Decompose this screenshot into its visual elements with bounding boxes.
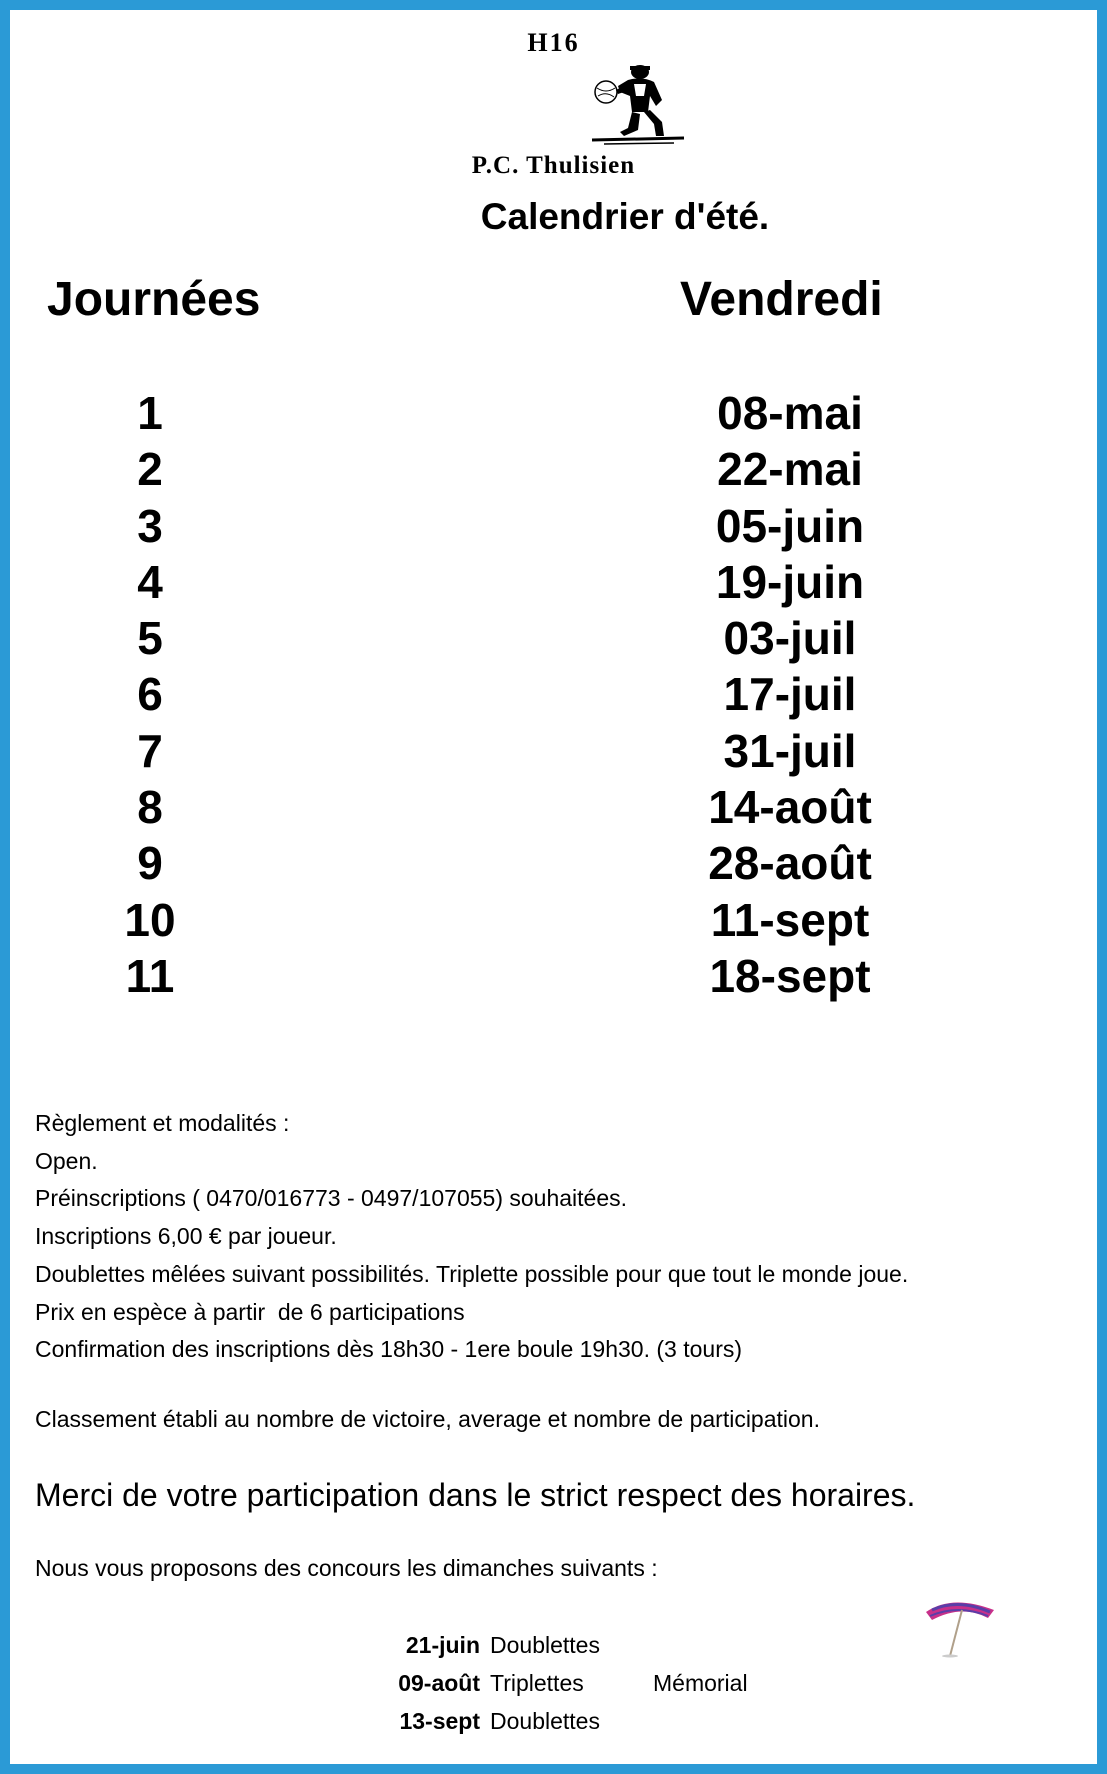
- round-date: 31-juil: [723, 724, 857, 777]
- schedule-row: [0, 835, 1107, 891]
- rules-line: Open.: [35, 1147, 98, 1174]
- round-number: 8: [137, 781, 163, 834]
- schedule-row: [0, 498, 1107, 554]
- sunday-date: 09-août: [398, 1670, 480, 1696]
- rules-line: Doublettes mêlées suivant possibilités. Triplette possible pour que tout le monde joue.: [35, 1260, 909, 1287]
- round-date: 18-sept: [709, 949, 871, 1002]
- schedule-row: [0, 610, 1107, 666]
- round-date: 11-sept: [710, 893, 870, 946]
- rules-line: Préinscriptions ( 0470/016773 - 0497/107055) souhaitées.: [35, 1185, 628, 1212]
- page-title: Calendrier d'été.: [480, 196, 770, 237]
- round-number: 10: [124, 893, 176, 946]
- schedule-row: [0, 441, 1107, 497]
- schedule-row: [0, 385, 1107, 441]
- round-date: 22-mai: [717, 443, 863, 496]
- club-name: P.C. Thulisien: [471, 152, 636, 179]
- sunday-type: Doublettes: [490, 1708, 600, 1734]
- sunday-date: 13-sept: [399, 1708, 480, 1734]
- schedule-row: [0, 948, 1107, 1004]
- schedule-row: [0, 779, 1107, 835]
- round-date: 05-juin: [715, 499, 865, 552]
- schedule-row: [0, 723, 1107, 779]
- schedule-table: [0, 385, 1107, 1004]
- column-header-journees: Journées: [47, 273, 261, 326]
- round-number: 1: [137, 387, 163, 439]
- round-date: 17-juil: [723, 668, 857, 721]
- schedule-row: [0, 554, 1107, 610]
- club-code: H16: [527, 28, 580, 57]
- round-number: 9: [137, 837, 163, 890]
- round-number: 6: [137, 668, 163, 721]
- petanque-player-icon: [584, 62, 690, 146]
- sundays-intro: Nous vous proposons des concours les dimanches suivants :: [35, 1555, 658, 1581]
- sunday-type: Doublettes: [490, 1632, 600, 1658]
- sunday-row: [0, 1664, 1107, 1702]
- thanks-note: Merci de votre participation dans le strict respect des horaires.: [35, 1477, 916, 1513]
- rules-line: Inscriptions 6,00 € par joueur.: [35, 1223, 337, 1250]
- parasol-icon: [922, 1594, 1002, 1658]
- round-date: 03-juil: [723, 612, 857, 665]
- round-date: 14-août: [708, 781, 872, 834]
- round-date: 28-août: [708, 837, 872, 890]
- round-number: 2: [137, 443, 163, 496]
- rules-line: Prix en espèce à partir de 6 participations: [35, 1298, 465, 1325]
- round-number: 5: [137, 612, 163, 665]
- round-number: 3: [137, 499, 163, 552]
- round-number: 7: [137, 724, 163, 777]
- schedule-row: [0, 892, 1107, 948]
- ranking-note: Classement établi au nombre de victoire, average et nombre de participation.: [35, 1406, 820, 1432]
- rules-section: [35, 1105, 908, 1369]
- column-header-vendredi: Vendredi: [680, 273, 883, 326]
- sunday-row: [0, 1702, 1107, 1740]
- round-number: 11: [125, 949, 175, 1002]
- sunday-note: Mémorial: [653, 1670, 748, 1696]
- round-date: 08-mai: [717, 387, 863, 439]
- round-number: 4: [137, 555, 163, 608]
- round-date: 19-juin: [715, 555, 865, 608]
- sunday-type: Triplettes: [490, 1670, 584, 1696]
- sunday-date: 21-juin: [405, 1632, 480, 1658]
- rules-heading: Règlement et modalités :: [35, 1110, 290, 1136]
- schedule-row: [0, 666, 1107, 722]
- rules-line: Confirmation des inscriptions dès 18h30 - 1ere boule 19h30. (3 tours): [35, 1336, 743, 1363]
